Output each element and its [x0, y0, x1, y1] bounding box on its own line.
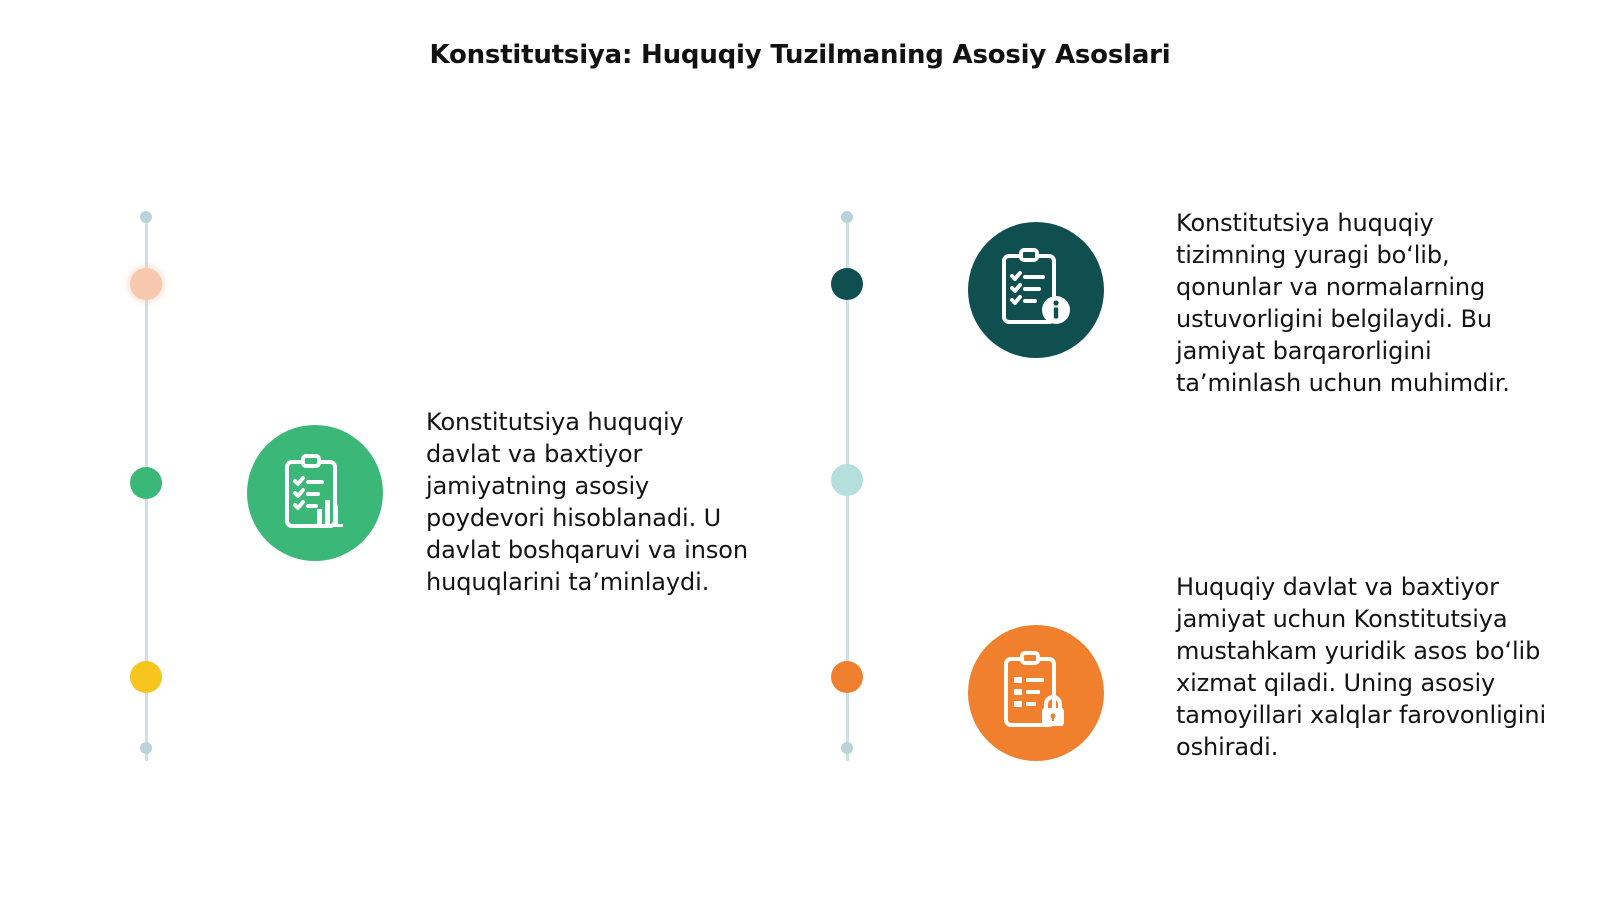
timeline-cap-bottom — [841, 742, 853, 754]
timeline-node-peach — [130, 268, 162, 300]
timeline-cap-top — [140, 211, 152, 223]
page-title: Konstitutsiya: Huquqiy Tuzilmaning Asosiy Asoslari — [429, 40, 1171, 70]
item-3-description: Huquqiy davlat va baxtiyor jamiyat uchun Konstitutsiya mustahkam yuridik asos bo‘lib xizmat qiladi. Uning asosiy tamoyillari xalqlar farovonligini oshiradi. — [1176, 573, 1547, 761]
timeline-left — [126, 211, 166, 771]
timeline-node-dark-teal — [831, 268, 863, 300]
timeline-cap-top — [841, 211, 853, 223]
clipboard-info-icon — [968, 222, 1104, 358]
timeline-node-orange — [831, 661, 863, 693]
item-1-description: Konstitutsiya huquqiy davlat va baxtiyor jamiyatning asosiy poydevori hisoblanadi. U davlat boshqaruvi va inson huquqlarini ta’minlaydi. — [426, 408, 748, 596]
clipboard-chart-icon — [247, 425, 383, 561]
timeline-right — [827, 211, 867, 771]
timeline-node-green — [130, 467, 162, 499]
timeline-node-light-teal — [831, 464, 863, 496]
timeline-node-yellow — [130, 661, 162, 693]
clipboard-lock-icon — [968, 625, 1104, 761]
item-2-description: Konstitutsiya huquqiy tizimning yuragi bo‘lib, qonunlar va normalarning ustuvorligini belgilaydi. Bu jamiyat barqarorligini ta’minlash uchun muhimdir. — [1176, 209, 1510, 397]
timeline-cap-bottom — [140, 742, 152, 754]
